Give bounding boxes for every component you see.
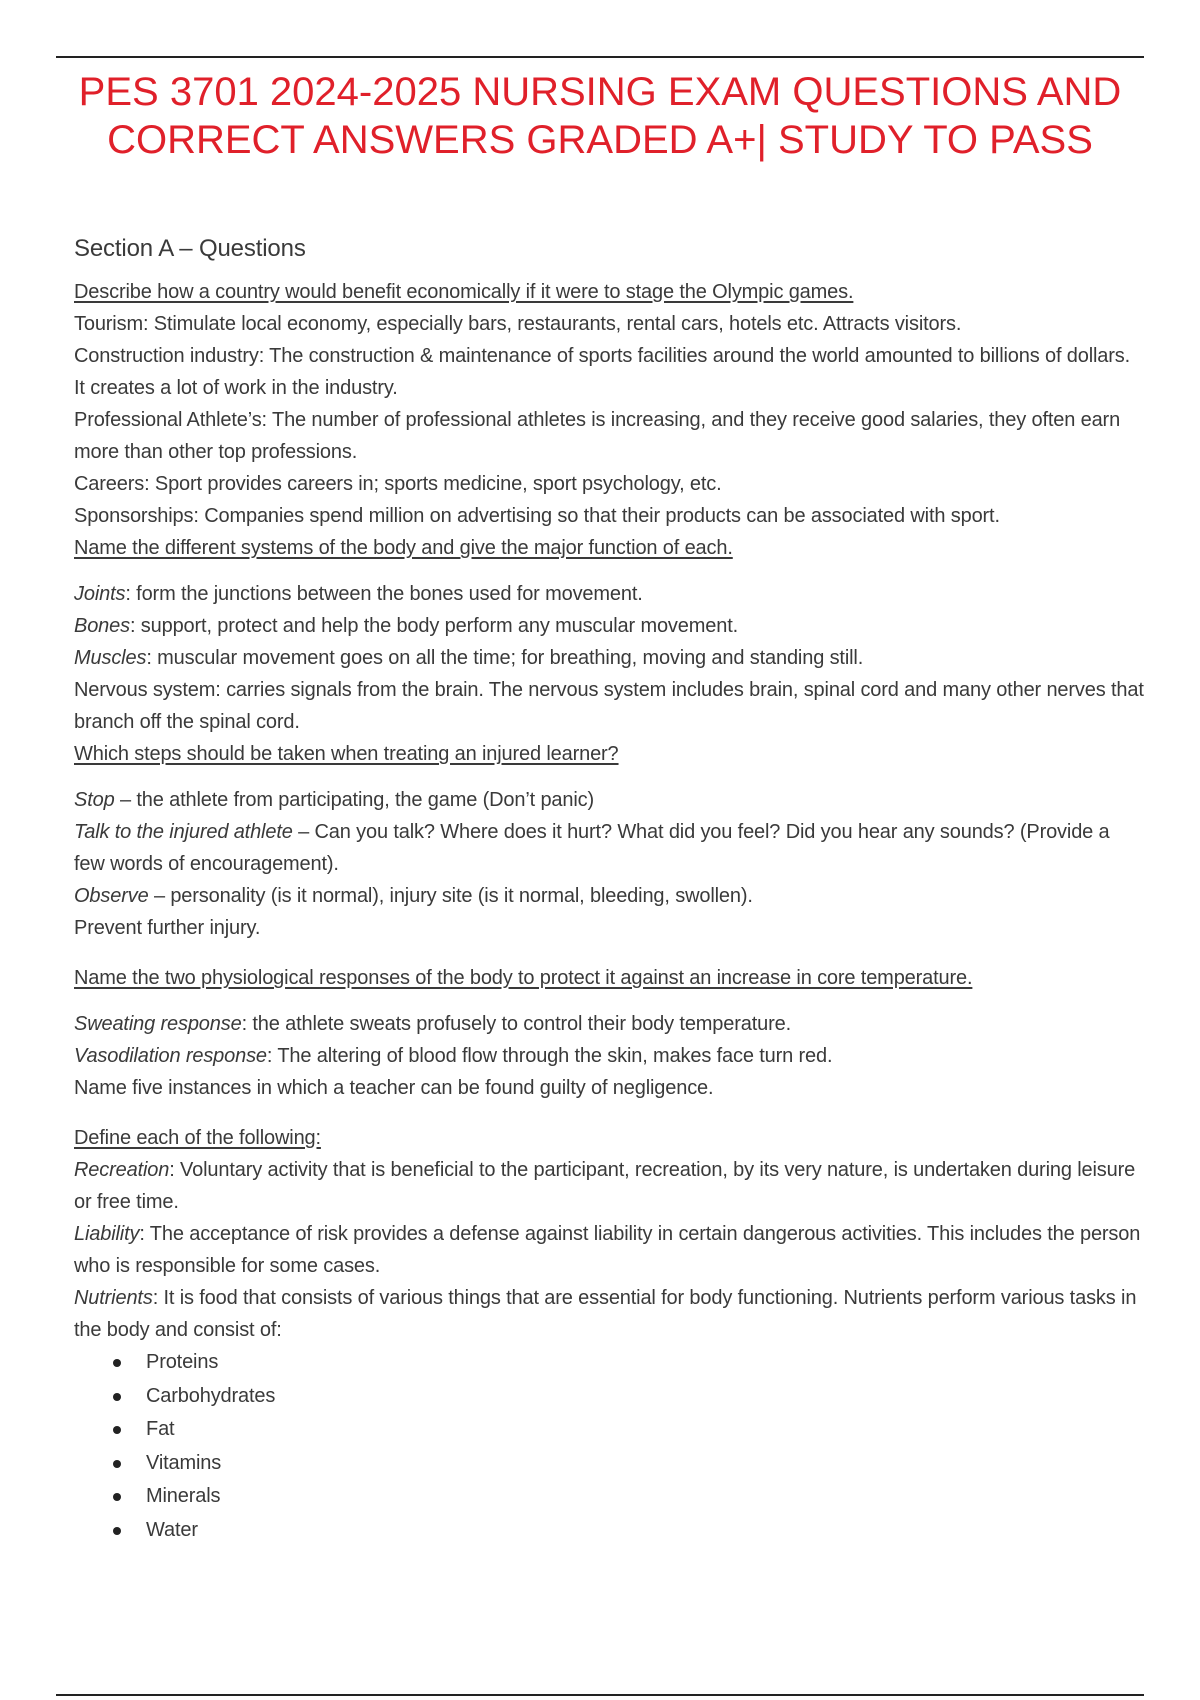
answer-3-observe bbox=[74, 880, 1144, 912]
answer-1-athletes: Professional Athlete’s: The number of professional athletes is increasing, and they receive good salaries, they often earn more than other top professions. bbox=[74, 409, 1121, 463]
answer-2-nervous: Nervous system: carries signals from the brain. The nervous system includes brain, spinal cord and many other nerves that branch off the spinal cord. bbox=[74, 679, 1144, 733]
answer-1-careers: Careers: Sport provides careers in; sports medicine, sport psychology, etc. bbox=[74, 473, 722, 495]
answer-4-sweating bbox=[74, 1008, 1144, 1040]
term-recreation: Recreation bbox=[74, 1159, 170, 1181]
term-sweating: Sweating response bbox=[74, 1013, 242, 1035]
answer-2-muscles bbox=[74, 642, 1144, 674]
answer-1-sponsorships: Sponsorships: Companies spend million on advertising so that their products can be associated with sport. bbox=[74, 505, 1000, 527]
nutrients-list bbox=[74, 1346, 1144, 1547]
def-vasodilation: : The altering of blood flow through the skin, makes face turn red. bbox=[266, 1045, 833, 1067]
list-item: Water bbox=[74, 1514, 1144, 1548]
answer-5-recreation bbox=[74, 1154, 1144, 1218]
answer-4-vasodilation bbox=[74, 1040, 1144, 1072]
list-item: Fat bbox=[74, 1413, 1144, 1447]
bottom-rule bbox=[56, 1694, 1144, 1696]
term-nutrients: Nutrients bbox=[74, 1287, 153, 1309]
question-4: Name the two physiological responses of the body to protect it against an increase in core temperature. bbox=[74, 967, 973, 989]
document-body bbox=[74, 232, 1144, 1547]
list-item: Proteins bbox=[74, 1346, 1144, 1380]
def-talk: – Can you talk? Where does it hurt? What did you feel? Did you hear any sounds? (Provide a few words of encouragement). bbox=[74, 821, 1110, 875]
def-observe: – personality (is it normal), injury site (is it normal, bleeding, swollen). bbox=[148, 885, 753, 907]
def-muscles: : muscular movement goes on all the time; for breathing, moving and standing still. bbox=[146, 647, 864, 669]
answer-5-nutrients bbox=[74, 1282, 1144, 1346]
answer-1-construction: Construction industry: The construction & maintenance of sports facilities around the world amounted to billions of dollars. It creates a lot of work in the industry. bbox=[74, 345, 1131, 399]
question-1: Describe how a country would benefit economically if it were to stage the Olympic games. bbox=[74, 281, 854, 303]
question-5: Define each of the following: bbox=[74, 1127, 321, 1149]
term-vasodilation: Vasodilation response bbox=[74, 1045, 267, 1067]
section-heading: Section A – Questions bbox=[74, 235, 306, 262]
term-muscles: Muscles bbox=[74, 647, 147, 669]
list-item: Vitamins bbox=[74, 1447, 1144, 1481]
def-liability: : The acceptance of risk provides a defense against liability in certain dangerous activities. This includes the person who is responsible for some cases. bbox=[74, 1223, 1141, 1277]
term-bones: Bones bbox=[74, 615, 130, 637]
answer-3-stop bbox=[74, 784, 1144, 816]
term-liability: Liability bbox=[74, 1223, 140, 1245]
answer-2-joints bbox=[74, 578, 1144, 610]
def-stop: – the athlete from participating, the game (Don’t panic) bbox=[114, 789, 595, 811]
term-observe: Observe bbox=[74, 885, 149, 907]
answer-3-prevent: Prevent further injury. bbox=[74, 917, 261, 939]
top-rule bbox=[56, 56, 1144, 58]
question-3: Which steps should be taken when treating an injured learner? bbox=[74, 743, 619, 765]
answer-3-talk bbox=[74, 816, 1144, 880]
answer-5-liability bbox=[74, 1218, 1144, 1282]
term-stop: Stop bbox=[74, 789, 115, 811]
question-2: Name the different systems of the body and give the major function of each. bbox=[74, 537, 733, 559]
answer-2-bones bbox=[74, 610, 1144, 642]
def-nutrients: : It is food that consists of various things that are essential for body functioning. Nutrients perform various tasks in the body and consist of: bbox=[74, 1287, 1137, 1341]
answer-1-tourism: Tourism: Stimulate local economy, especially bars, restaurants, rental cars, hotels etc. Attracts visitors. bbox=[74, 313, 962, 335]
document-title: PES 3701 2024-2025 NURSING EXAM QUESTIONS AND CORRECT ANSWERS GRADED A+| STUDY TO PASS bbox=[78, 70, 1122, 162]
def-recreation: : Voluntary activity that is beneficial to the participant, recreation, by its very nature, is undertaken during leisure or free time. bbox=[74, 1159, 1136, 1213]
list-item: Carbohydrates bbox=[74, 1380, 1144, 1414]
question-negligence: Name five instances in which a teacher can be found guilty of negligence. bbox=[74, 1077, 714, 1099]
def-sweating: : the athlete sweats profusely to control their body temperature. bbox=[241, 1013, 792, 1035]
list-item: Minerals bbox=[74, 1480, 1144, 1514]
term-joints: Joints bbox=[74, 583, 126, 605]
def-joints: : form the junctions between the bones used for movement. bbox=[125, 583, 643, 605]
def-bones: : support, protect and help the body perform any muscular movement. bbox=[129, 615, 739, 637]
term-talk: Talk to the injured athlete bbox=[74, 821, 293, 843]
